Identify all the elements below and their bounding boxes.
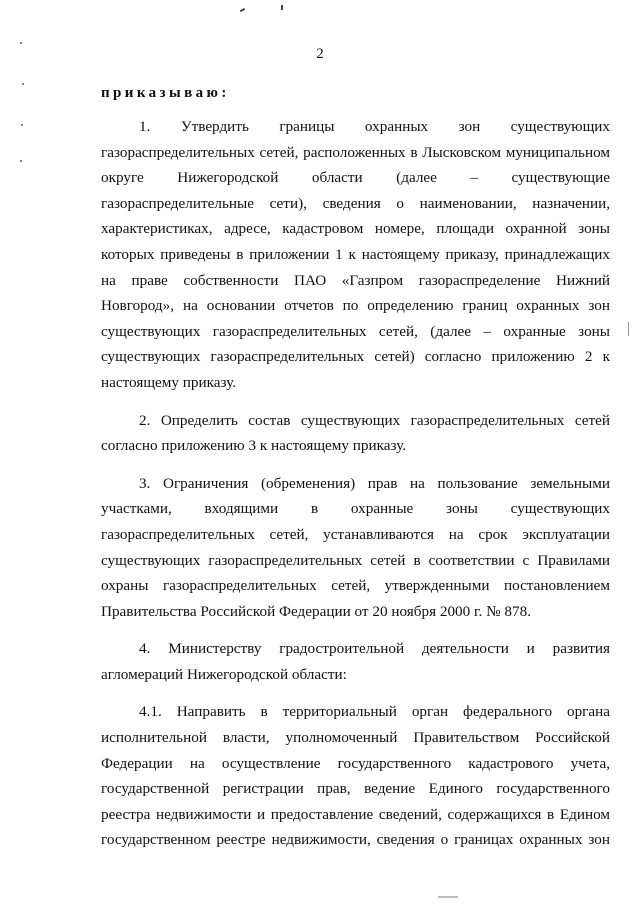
paragraph-4	[101, 636, 610, 687]
text-line: реестра недвижимости и предоставление сведений, содержащихся в Едином	[101, 805, 610, 823]
text-line: 4. Министерству градостроительной деятельности и развития	[139, 640, 610, 658]
text-line: округе Нижегородской области (далее – существующие	[101, 169, 610, 187]
text-line: на праве собственности ПАО «Газпром газораспределение Нижний	[101, 271, 610, 289]
scan-speck	[22, 83, 24, 85]
text-line: 4.1. Направить в территориальный орган федерального органа	[139, 703, 610, 721]
text-line: существующих газораспределительных сетей в соответствии с Правилами	[101, 551, 610, 569]
text-line: охраны газораспределительных сетей, утвержденными постановлением	[101, 577, 610, 595]
paragraph-3	[101, 471, 610, 625]
text-line: Федерации на осуществление государственного кадастрового учета,	[101, 754, 610, 772]
text-line: газораспределительных сетей, устанавливаются на срок эксплуатации	[101, 525, 610, 543]
text-line: настоящему приказу.	[101, 373, 237, 391]
text-line: государственном реестре недвижимости, сведения о границах охранных зон	[101, 831, 610, 849]
document-body	[101, 114, 610, 865]
paragraph-1	[101, 114, 610, 396]
scan-mark	[628, 322, 629, 336]
text-line: существующих газораспределительных сетей, (далее – охранные зоны	[101, 322, 610, 340]
text-line: 2. Определить состав существующих газораспределительных сетей	[139, 411, 610, 429]
text-line: которых приведены в приложении 1 к настоящему приказу, принадлежащих	[101, 245, 610, 263]
text-line: Правительства Российской Федерации от 20 ноября 2000 г. № 878.	[101, 602, 532, 620]
scan-mark	[281, 5, 283, 10]
text-line: существующих газораспределительных сетей) согласно приложению 2 к	[101, 348, 610, 366]
text-line: 3. Ограничения (обременения) прав на пользование земельными	[139, 474, 610, 492]
text-line: газораспределительные сети), сведения о наименовании, назначении,	[101, 194, 610, 212]
text-line: государственной регистрации прав, ведение Единого государственного	[101, 780, 610, 798]
text-line: характеристиках, адресе, кадастровом номере, площади охранной зоны	[101, 220, 610, 238]
text-line: газораспределительных сетей, расположенных в Лысковском муниципальном	[101, 143, 610, 161]
text-line: участками, входящими в охранные зоны существующих	[101, 500, 610, 518]
scan-mark	[438, 896, 458, 898]
scan-speck	[21, 124, 23, 126]
text-line: агломераций Нижегородской области:	[101, 665, 347, 683]
paragraph-2	[101, 408, 610, 459]
page-number: 2	[316, 46, 324, 62]
text-line: согласно приложению 3 к настоящему приказу.	[101, 437, 407, 455]
paragraph-4-1	[101, 699, 610, 853]
scan-speck	[20, 42, 22, 44]
scan-speck	[20, 160, 22, 162]
order-heading: приказываю:	[101, 85, 230, 101]
text-line: Новгород», на основании отчетов по определению границ охранных зон	[101, 297, 610, 315]
text-line: 1. Утвердить границы охранных зон существующих	[139, 118, 610, 135]
scan-mark	[240, 8, 245, 12]
text-line: исполнительной власти, уполномоченный Правительством Российской	[101, 729, 610, 747]
